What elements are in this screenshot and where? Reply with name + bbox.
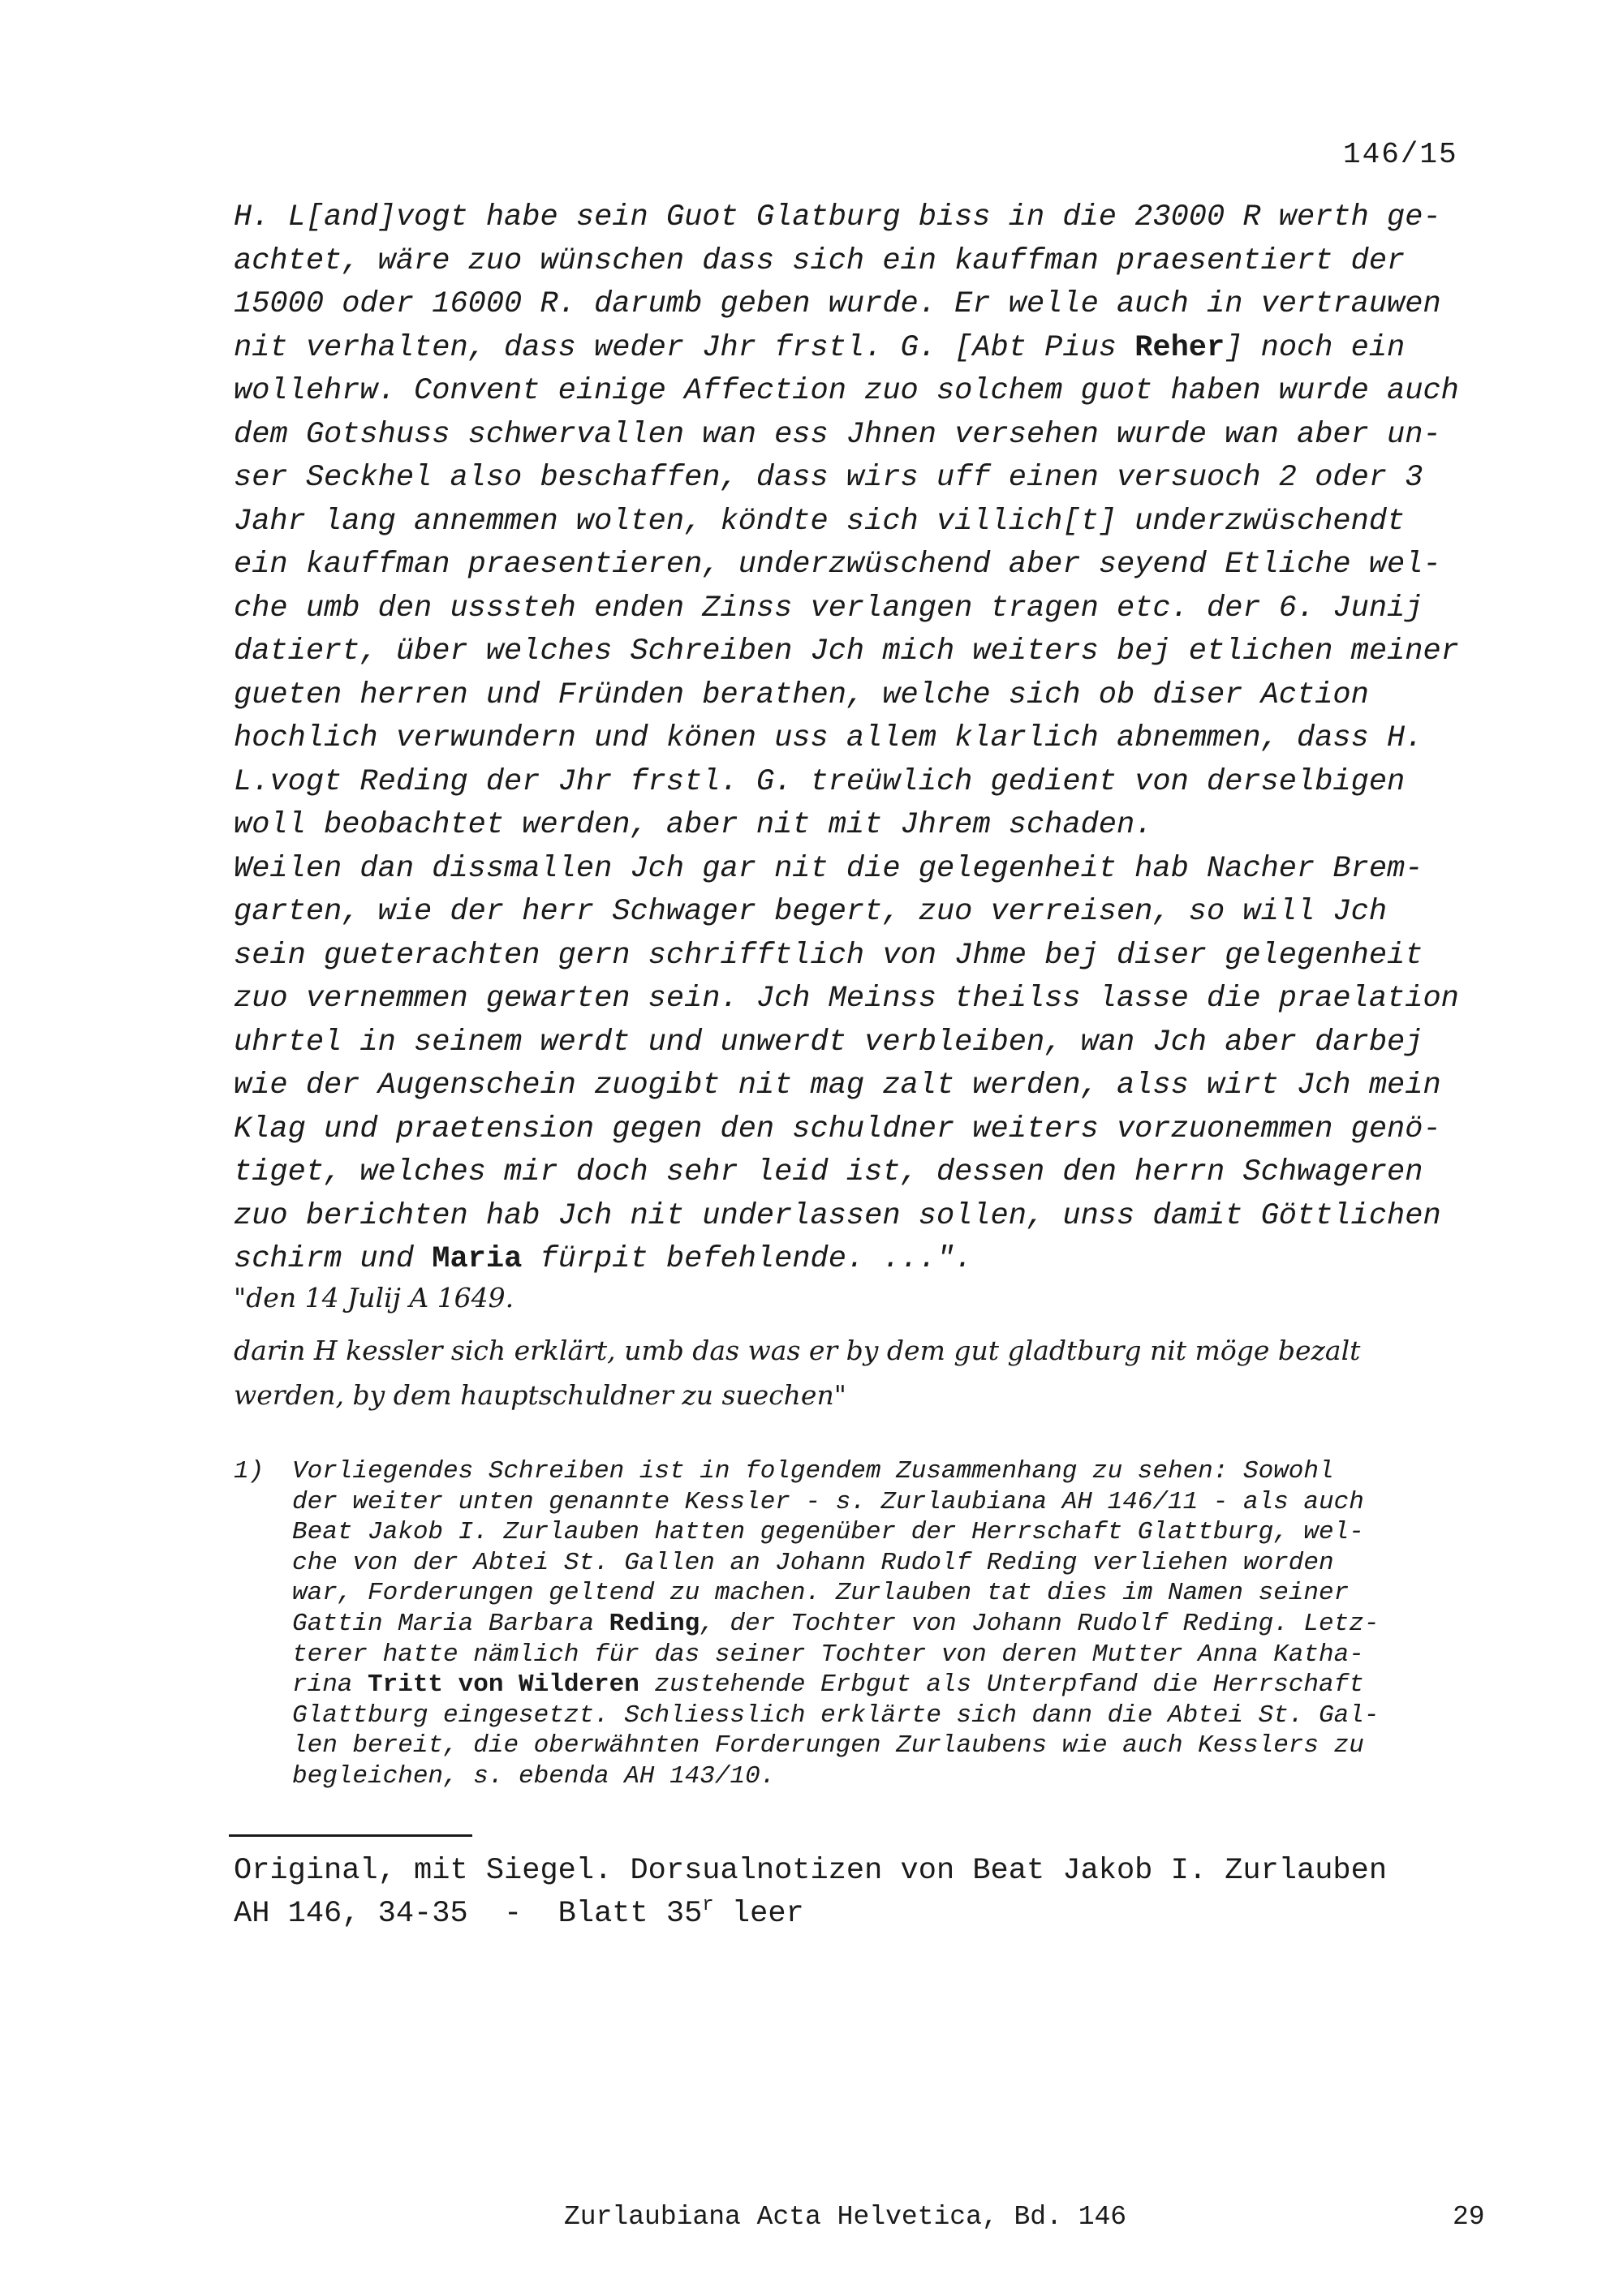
text-line: wollehrw. Convent einige Affection zuo solchem guot haben wurde auch <box>234 374 1459 408</box>
text-line: zuo vernemmen gewarten sein. Jch Meinss theilss lasse die praelation <box>234 982 1459 1016</box>
text-line: uhrtel in seinem werdt und unwerdt verbleiben, wan Jch aber darbej <box>234 1025 1423 1060</box>
text-line: zuo berichten hab Jch nit underlassen sollen, unss damit Göttlichen <box>234 1198 1441 1233</box>
text-line: Weilen dan dissmallen Jch gar nit die gelegenheit hab Nacher Brem- <box>234 851 1423 886</box>
divider-rule <box>229 1834 472 1837</box>
dorsal-note-line: werden, by dem hauptschuldner zu suechen" <box>234 1379 846 1411</box>
text-line: datiert, über welches Schreiben Jch mich weiters bej etlichen meiner <box>234 634 1459 669</box>
bold-name-reding: Reding <box>609 1609 700 1638</box>
footnote-line: rina Tritt von Wilderen zustehende Erbgut als Unterpfand die Herrschaft <box>292 1670 1364 1700</box>
dorsal-note-date: "den 14 Julij A 1649. <box>234 1282 514 1314</box>
text-line: 15000 oder 16000 R. darumb geben wurde. Er welle auch in vertrauwen <box>234 287 1441 321</box>
text-line: Klag und praetension gegen den schuldner weiters vorzuonemmen genö- <box>234 1111 1441 1146</box>
footer-page-number: 29 <box>1453 2202 1485 2232</box>
text-line: tiget, welches mir doch sehr leid ist, dessen den herrn Schwageren <box>234 1155 1423 1189</box>
source-line: Original, mit Siegel. Dorsualnotizen von Beat Jakob I. Zurlauben <box>234 1854 1388 1888</box>
footer-title: Zurlaubiana Acta Helvetica, Bd. 146 <box>564 2202 1127 2232</box>
text-line: Jahr lang annemmen wolten, köndte sich villich[t] underzwüschendt <box>234 504 1406 539</box>
text-line: woll beobachtet werden, aber nit mit Jhrem schaden. <box>234 808 1153 842</box>
text-line: H. L[and]vogt habe sein Guot Glatburg biss in die 23000 R werth ge- <box>234 200 1441 234</box>
footnote <box>234 1456 1500 1792</box>
text-line: schirm und Maria fürpit befehlende. ...". <box>234 1242 973 1276</box>
text-line: che umb den usssteh enden Zinss verlangen tragen etc. der 6. Junij <box>234 591 1423 626</box>
footnote-line: Glattburg eingesetzt. Schliesslich erklärte sich dann die Abtei St. Gal- <box>292 1701 1380 1730</box>
footnote-line: che von der Abtei St. Gallen an Johann Rudolf Reding verliehen worden <box>292 1548 1334 1577</box>
letter-text <box>234 196 1500 1282</box>
text-line: L.vogt Reding der Jhr frstl. G. treüwlich gedient von derselbigen <box>234 764 1406 799</box>
footnote-line: Gattin Maria Barbara Reding, der Tochter von Johann Rudolf Reding. Letz- <box>292 1609 1380 1638</box>
footnote-marker: 1) <box>234 1457 265 1486</box>
text-line: dem Gotshuss schwervallen wan ess Jhnen versehen wurde wan aber un- <box>234 417 1441 452</box>
text-line: ein kauffman praesentieren, underzwüschend aber seyend Etliche wel- <box>234 548 1441 582</box>
text-line: hochlich verwundern und könen uss allem klarlich abnemmen, dass H. <box>234 721 1423 755</box>
text-line: wie der Augenschein zuogibt nit mag zalt werden, alss wirt Jch mein <box>234 1068 1441 1103</box>
recto-superscript: r <box>702 1894 714 1916</box>
footnote-line: terer hatte nämlich für das seiner Tochter von deren Mutter Anna Katha- <box>292 1640 1364 1669</box>
source-line: AH 146, 34-35 - Blatt 35$^r$ leer <box>234 1894 804 1931</box>
footnote-line: der weiter unten genannte Kessler - s. Zurlaubiana AH 146/11 - als auch <box>292 1487 1364 1516</box>
text-line: ser Seckhel also beschaffen, dass wirs uff einen versuoch 2 oder 3 <box>234 461 1423 495</box>
text-line: nit verhalten, dass weder Jhr frstl. G. [Abt Pius Reher] noch ein <box>234 330 1406 365</box>
bold-name-tritt: Tritt von Wilderen <box>368 1670 639 1700</box>
footnote-line: war, Forderungen geltend zu machen. Zurlauben tat dies im Namen seiner <box>292 1579 1350 1608</box>
footnote-line: Vorliegendes Schreiben ist in folgendem Zusammenhang zu sehen: Sowohl <box>292 1457 1334 1486</box>
source-note <box>234 1850 1500 1936</box>
text-line: achtet, wäre zuo wünschen dass sich ein kauffman praesentiert der <box>234 243 1406 278</box>
footnote-line: len bereit, die oberwähnten Forderungen Zurlaubens wie auch Kesslers zu <box>292 1731 1364 1761</box>
bold-name-reher: Reher <box>1134 330 1225 365</box>
text-line: gueten herren und Fründen berathen, welche sich ob diser Action <box>234 677 1369 712</box>
page-reference: 146/15 <box>1343 138 1458 171</box>
footnote-line: begleichen, s. ebenda AH 143/10. <box>292 1761 776 1791</box>
text-line: garten, wie der herr Schwager begert, zuo verreisen, so will Jch <box>234 895 1388 929</box>
footnote-body <box>292 1456 1500 1792</box>
bold-name-maria: Maria <box>432 1242 523 1276</box>
footnote-line: Beat Jakob I. Zurlauben hatten gegenüber der Herrschaft Glattburg, wel- <box>292 1518 1364 1547</box>
text-line: sein gueterachten gern schrifftlich von Jhme bej diser gelegenheit <box>234 938 1423 973</box>
dorsal-note-line: darin H kessler sich erklärt, umb das was er by dem gut gladtburg nit möge bezalt <box>234 1335 1361 1366</box>
